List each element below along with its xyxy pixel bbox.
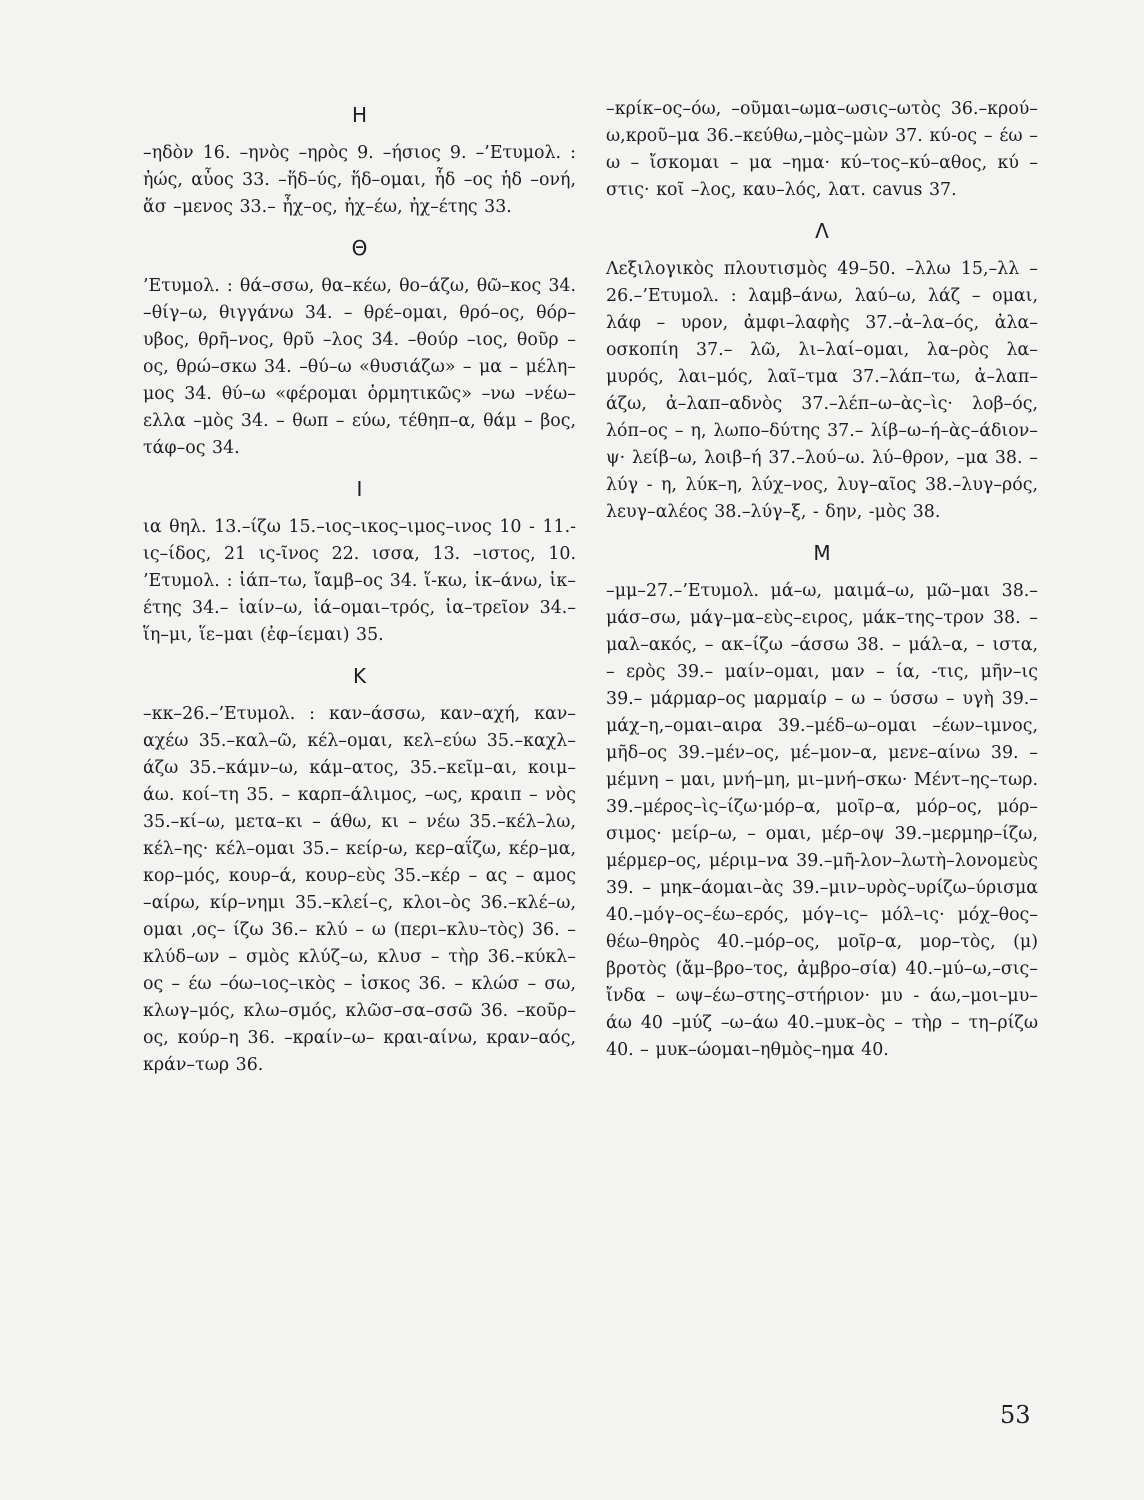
page-number: 53 — [1000, 1401, 1031, 1429]
right-column — [606, 96, 1038, 1064]
section-text-kappa: –κκ–26.–’Ετυμολ. : καν–άσσω, καν–αχή, καν–αχέω 35.–καλ–ῶ, κέλ–ομαι, κελ–εύω 35.–καχλ–άζω 35.–κάμν–ω, κάμ–ατος, 35.–κεῖμ–αι, κοιμ–άω. κοί–τη 35. – καρπ–άλιμος, –ως, κραιπ – νὸς 35.–κί–ω, μετα–κι – άθω, κι – νέω 35.–κέλ–λω, κέλ–ης· κέλ–ομαι 35.– κείρ-ω, κερ–αΐζω, κέρ–μα, κορ–μός, κουρ–ά, κουρ–εὺς 35.–κέρ – ας – αμος –αίρω, κίρ–νημι 35.–κλεί–ς, κλοι–ὸς 36.–κλέ–ω, ομαι ,ος– ίζω 36.– κλύ – ω (περι–κλυ–τὸς) 36. – κλύδ–ων – σμὸς κλύζ–ω, κλυσ – τὴρ 36.–κύκλ–ος – έω –όω–ιος–ικὸς – ἰσκος 36. – κλώσ – σω, κλωγ–μός, κλω–σμός, κλῶσ–σα–σσῶ 36. –κοῦρ–ος, κούρ–η 36. –κραίν–ω– κραι-αίνω, κραν–αός, κράν–τωρ 36. — [143, 704, 576, 1075]
section-text-eta: –ηδὸν 16. –ηνὸς –ηρὸς 9. –ήσιος 9. –’Ετυμολ. : ἠώς, αὖος 33. –ἥδ–ύς, ἥδ–ομαι, ἧδ –ος ἡδ –ονή, ἅσ –μενος 33.– ἦχ–ος, ἠχ–έω, ἠχ–έτης 33. — [143, 143, 576, 217]
section-letter-kappa: Κ — [352, 664, 367, 688]
section-letter-theta: Θ — [351, 236, 368, 260]
section-text-kappa-continued: –κρίκ–ος–όω, –οῦμαι–ωμα–ωσις–ωτὸς 36.–κρού–ω,κροῦ–μα 36.–κεύθω,–μὸς–μὼν 37. κύ-ος – έω – ω – ἴσκομαι – μα –ημα· κύ–τος–κύ–αθος, κύ –στις· κοῖ –λος, καυ–λός, λατ. cavus 37. — [606, 99, 1038, 200]
section-text-iota: ια θηλ. 13.–ίζω 15.–ιος–ικος–ιμος–ινος 10 - 11.-ις–ίδος, 21 ις-ῖνος 22. ισσα, 13. –ιστος, 10. ’Ετυμολ. : ἰάπ–τω, ἴαμβ–ος 34. ἵ-κω, ἱκ–άνω, ἱκ–έτης 34.– ἰαίν–ω, ἰά–ομαι–τρός, ἰα–τρεῖον 34.– ἵη–μι, ἵε–μαι (ἐφ–ίεμαι) 35. — [143, 517, 576, 645]
section-text-theta: ’Ετυμολ. : θά–σσω, θα–κέω, θο–άζω, θῶ–κος 34. –θίγ–ω, θιγγάνω 34. – θρέ–ομαι, θρό–ος, θόρ–υβος, θρῆ–νος, θρῦ –λος 34. –θούρ –ιος, θοῦρ –ος, θρώ–σκω 34. –θύ–ω «θυσιάζω» – μα – μέλη–μος 34. θύ–ω «φέρομαι ὁρμητικῶς» –νω –νέω–ελλα –μὸς 34. – θωπ – εύω, τέθηπ–α, θάμ – βος, τάφ–ος 34. — [143, 276, 576, 458]
section-letter-mu: Μ — [813, 541, 831, 565]
section-letter-lambda: Λ — [815, 219, 829, 243]
section-text-lambda: Λεξιλογικὸς πλουτισμὸς 49–50. –λλω 15,–λλ – 26.–’Ετυμολ. : λαμβ–άνω, λαύ–ω, λάζ – ομαι, λάφ – υρον, ἀμφι–λαφὴς 37.–ἀ–λα–ός, ἀλα–οσκοπίη 37.– λῶ, λι–λαί–ομαι, λα–ρὸς λα–μυρός, λαι–μός, λαῖ–τμα 37.–λάπ–τω, ἀ–λαπ–άζω, ἀ–λαπ–αδνὸς 37.–λέπ–ω–ὰς–ὶς· λοβ–ός, λόπ–ος – η, λωπο–δύτης 37.– λίβ–ω–ή–ὰς–άδιον–ψ· λείβ–ω, λοιβ–ή 37.–λού–ω. λύ–θρον, –μα 38. – λύγ - η, λύκ–η, λύχ–νος, λυγ–αῖος 38.–λυγ–ρός, λευγ–αλέος 38.–λύγ–ξ, - δην, -μὸς 38. — [606, 259, 1038, 522]
section-letter-iota: Ι — [356, 477, 363, 501]
section-letter-eta: Η — [351, 103, 368, 127]
section-text-mu: –μμ–27.–’Ετυμολ. μά–ω, μαιμά–ω, μῶ–μαι 38.–μάσ–σω, μάγ–μα–εὺς–ειρος, μάκ–της–τρον 38. –μαλ–ακός, – ακ–ίζω –άσσω 38. – μάλ–α, – ιστα, – ερὸς 39.– μαίν–ομαι, μαν – ία, -τις, μῆν–ις 39.– μάρμαρ–ος μαρμαίρ – ω – ύσσω – υγὴ 39.–μάχ–η,–ομαι–αιρα 39.–μέδ–ω–ομαι –έων–ιμνος, μῆδ–ος 39.–μέν–ος, μέ–μον–α, μενε–αίνω 39. – μέμνη – μαι, μνή–μη, μι–μνή–σκω· Μέντ–ης–τωρ. 39.–μέρος–ὶς–ίζω·μόρ–α, μοῖρ–α, μόρ–ος, μόρ–σιμος· μείρ–ω, – ομαι, μέρ–οψ 39.–μερμηρ–ίζω, μέρμερ–ος, μέριμ–να 39.–μῆ-λον–λωτὴ–λονομεὺς 39. – μηκ–άομαι–ὰς 39.–μιν–υρὸς–υρίζω–ύρισμα 40.–μόγ–ος–έω–ερός, μόγ–ις– μόλ–ις· μόχ–θος–θέω–θηρὸς 40.–μόρ–ος, μοῖρ–α, μορ–τὸς, (μ) βροτὸς (ἄμ–βρο–τος, ἀμβρο–σία) 40.–μύ–ω,–σις–ἴνδα – ωψ–έω–στης–στήριον· μυ - άω,–μοι–μυ–άω 40 –μύζ –ω–άω 40.–μυκ–ὸς – τὴρ – τη–ρίζω 40. – μυκ–ώομαι–ηθμὸς–ημα 40. — [606, 581, 1038, 1060]
left-column — [143, 96, 576, 1079]
